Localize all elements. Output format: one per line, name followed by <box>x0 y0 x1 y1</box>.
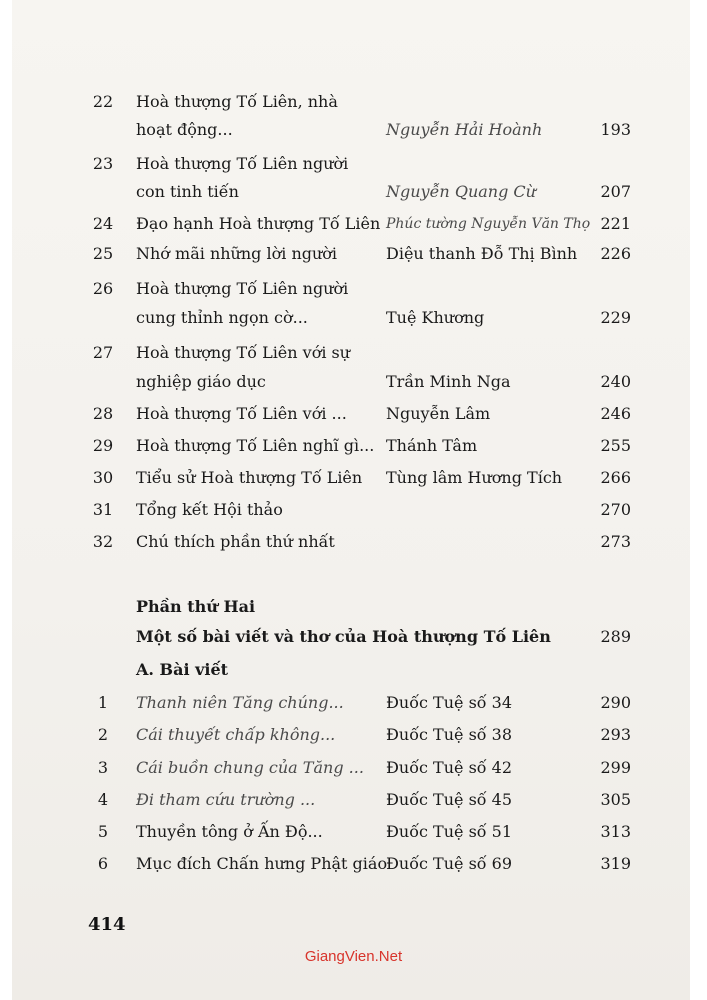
entry-author: Tùng lâm Hương Tích <box>386 468 563 487</box>
entry-number: 24 <box>92 214 114 233</box>
entry-author: Nguyễn Quang Cừ <box>386 182 536 201</box>
entry-author: Phúc tường Nguyễn Văn Thọ <box>386 216 591 232</box>
entry-page: 207 <box>600 182 631 201</box>
toc-entry <box>0 432 707 460</box>
toc-entry <box>0 339 707 367</box>
entry-author: Đuốc Tuệ số 45 <box>386 790 513 809</box>
toc-entry <box>0 150 707 178</box>
entry-author: Đuốc Tuệ số 34 <box>386 693 513 712</box>
entry-author: Thánh Tâm <box>386 436 478 455</box>
group-label-row <box>0 656 707 684</box>
toc-entry <box>0 850 707 878</box>
entry-page: 226 <box>600 244 631 263</box>
section-subheading <box>0 623 707 651</box>
toc-entry-continued <box>0 178 707 206</box>
section-heading <box>0 593 707 621</box>
entry-title: Hoà thượng Tố Liên với ... <box>136 404 347 423</box>
entry-title: Tổng kết Hội thảo <box>136 500 283 519</box>
toc-entry <box>0 818 707 846</box>
part-subheading-page: 289 <box>600 627 631 646</box>
entry-title: Hoà thượng Tố Liên với sự <box>136 343 351 362</box>
entry-author: Đuốc Tuệ số 38 <box>386 725 513 744</box>
entry-page: 273 <box>600 532 631 551</box>
entry-number: 23 <box>92 154 114 173</box>
entry-page: 319 <box>600 854 631 873</box>
entry-page: 229 <box>600 308 631 327</box>
entry-title: Cái buồn chung của Tăng ... <box>136 758 364 777</box>
entry-title: Hoà thượng Tố Liên người <box>136 279 349 298</box>
entry-number: 31 <box>92 500 114 519</box>
entry-title: Tiểu sử Hoà thượng Tố Liên <box>136 468 363 487</box>
entry-number: 32 <box>92 532 114 551</box>
entry-page: 313 <box>600 822 631 841</box>
entry-number: 29 <box>92 436 114 455</box>
entry-page: 290 <box>600 693 631 712</box>
entry-title: Cái thuyết chấp không... <box>136 725 336 744</box>
entry-page: 221 <box>600 214 631 233</box>
entry-author: Trần Minh Nga <box>386 372 511 391</box>
entry-number: 5 <box>97 822 109 841</box>
page-number: 414 <box>88 914 126 935</box>
toc-entry <box>0 240 707 268</box>
entry-title: Nhớ mãi những lời người <box>136 244 338 263</box>
part-heading: Phần thứ Hai <box>136 597 256 616</box>
watermark: GiangVien.Net <box>304 948 403 965</box>
toc-entry <box>0 88 707 116</box>
toc-entry <box>0 275 707 303</box>
entry-author: Nguyễn Hải Hoành <box>386 120 543 139</box>
entry-title-continued: con tinh tiến <box>136 182 239 201</box>
part-subheading: Một số bài viết và thơ của Hoà thượng Tố Liên <box>136 627 551 646</box>
toc-entry-continued <box>0 368 707 396</box>
entry-number: 6 <box>97 854 109 873</box>
entry-page: 193 <box>600 120 631 139</box>
entry-page: 305 <box>600 790 631 809</box>
toc-entry <box>0 464 707 492</box>
entry-author: Đuốc Tuệ số 42 <box>386 758 513 777</box>
entry-title: Hoà thượng Tố Liên người <box>136 154 349 173</box>
entry-title: Hoà thượng Tố Liên nghĩ gì... <box>136 436 375 455</box>
entry-title: Chú thích phần thứ nhất <box>136 532 335 551</box>
entry-title: Đi tham cứu trường ... <box>136 790 316 809</box>
toc-entry <box>0 689 707 717</box>
entry-author: Nguyễn Lâm <box>386 404 491 423</box>
entry-title: Đạo hạnh Hoà thượng Tố Liên <box>136 214 381 233</box>
entry-title: Thanh niên Tăng chúng... <box>136 693 344 712</box>
entry-page: 266 <box>600 468 631 487</box>
entry-number: 30 <box>92 468 114 487</box>
entry-number: 27 <box>92 343 114 362</box>
entry-number: 3 <box>97 758 109 777</box>
entry-number: 25 <box>92 244 114 263</box>
entry-title-continued: cung thỉnh ngọn cờ... <box>136 308 308 327</box>
entry-page: 293 <box>600 725 631 744</box>
toc-entry <box>0 400 707 428</box>
entry-author: Đuốc Tuệ số 69 <box>386 854 513 873</box>
entry-author: Diệu thanh Đỗ Thị Bình <box>386 244 578 263</box>
entry-number: 28 <box>92 404 114 423</box>
toc-entry <box>0 528 707 556</box>
entry-page: 299 <box>600 758 631 777</box>
entry-author: Đuốc Tuệ số 51 <box>386 822 513 841</box>
toc-entry <box>0 786 707 814</box>
toc-entry <box>0 721 707 749</box>
toc-entry-continued <box>0 304 707 332</box>
entry-author: Tuệ Khương <box>386 308 485 327</box>
entry-number: 4 <box>97 790 109 809</box>
entry-page: 255 <box>600 436 631 455</box>
toc-entry <box>0 210 707 238</box>
entry-title-continued: nghiệp giáo dục <box>136 372 266 391</box>
entry-number: 22 <box>92 92 114 111</box>
toc-entry <box>0 754 707 782</box>
toc-entry-continued <box>0 116 707 144</box>
entry-page: 246 <box>600 404 631 423</box>
entry-page: 270 <box>600 500 631 519</box>
entry-number: 1 <box>97 693 109 712</box>
entry-title: Mục đích Chấn hưng Phật giáo <box>136 854 388 873</box>
entry-number: 2 <box>97 725 109 744</box>
entry-number: 26 <box>92 279 114 298</box>
entry-title: Thuyền tông ở Ấn Độ... <box>136 822 323 841</box>
entry-page: 240 <box>600 372 631 391</box>
group-label: A. Bài viết <box>136 660 229 679</box>
entry-title-continued: hoạt động... <box>136 120 233 139</box>
entry-title: Hoà thượng Tố Liên, nhà <box>136 92 338 111</box>
toc-entry <box>0 496 707 524</box>
